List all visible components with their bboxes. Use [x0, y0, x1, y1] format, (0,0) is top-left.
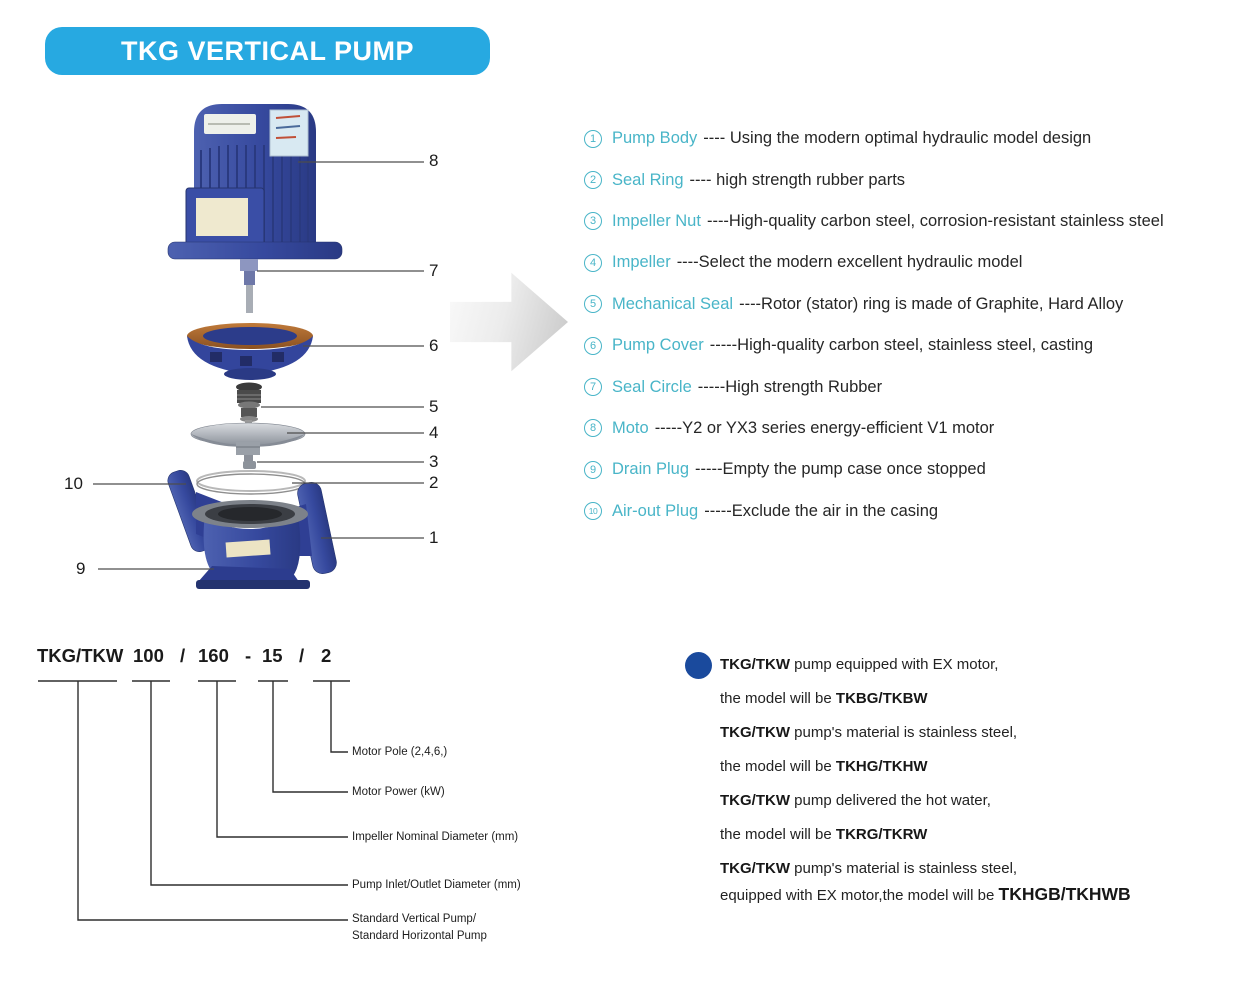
part-name: Impeller: [612, 253, 671, 272]
model-label-impeller-diam: Impeller Nominal Diameter (mm): [352, 831, 519, 843]
list-item: [584, 284, 1164, 325]
model-segment-series: TKG/TKW: [37, 645, 124, 666]
impeller-shape: [191, 420, 305, 461]
note-text: pump delivered the hot water,: [789, 792, 991, 809]
callout-number: 1: [429, 528, 439, 547]
part-name: Air-out Plug: [612, 501, 699, 520]
note-brand: TKG/TKW: [720, 724, 790, 741]
part-name: Seal Ring: [612, 170, 684, 189]
impeller-nut-shape: [243, 461, 256, 469]
note-model-code: TKRG/TKRW: [835, 826, 928, 843]
part-description: ---- Using the modern optimal hydraulic model design: [703, 129, 1092, 148]
note-text: the model will be: [720, 826, 836, 843]
note-line: [720, 656, 998, 673]
callout-number: 2: [429, 473, 439, 492]
note-line: [720, 690, 928, 707]
part-name: Mechanical Seal: [612, 294, 734, 313]
model-label-pump-type-1: Standard Vertical Pump/: [352, 913, 477, 925]
note-text: pump's material is stainless steel,: [789, 724, 1018, 741]
part-description: -----Y2 or YX3 series energy-efficient V1 motor: [654, 418, 995, 437]
part-name: Seal Circle: [612, 377, 692, 396]
callout-number: 5: [429, 397, 439, 416]
model-label-pump-type-2: Standard Horizontal Pump: [352, 930, 487, 942]
note-brand: TKG/TKW: [720, 860, 790, 877]
model-separator: /: [299, 645, 305, 666]
list-item: [584, 449, 1164, 490]
model-label-motor-power: Motor Power (kW): [352, 786, 445, 798]
note-line: [720, 758, 928, 775]
list-item: [584, 159, 1164, 200]
part-description: ----Select the modern excellent hydraulic model: [676, 253, 1023, 272]
model-segment-pole: 2: [321, 645, 332, 666]
parts-legend: [584, 118, 1164, 532]
part-description: ---- high strength rubber parts: [689, 170, 906, 189]
list-item: [584, 201, 1164, 242]
part-description: -----High-quality carbon steel, stainless steel, casting: [709, 336, 1094, 355]
pump-cover-shape: [187, 323, 313, 380]
note-brand: TKG/TKW: [720, 792, 790, 809]
list-item: [584, 366, 1164, 407]
part-description: -----Empty the pump case once stopped: [695, 460, 986, 479]
model-separator: /: [180, 645, 186, 666]
part-description: -----High strength Rubber: [697, 377, 883, 396]
model-segment-power: 15: [262, 645, 283, 666]
note-line: [720, 860, 1017, 877]
note-line: [720, 792, 991, 809]
list-item: [584, 242, 1164, 283]
model-label-motor-pole: Motor Pole (2,4,6,): [352, 746, 448, 758]
note-brand: TKG/TKW: [720, 656, 790, 673]
note-text: equipped with EX motor,the model will be: [720, 887, 999, 904]
callout-number: 9: [76, 559, 86, 578]
part-number-badge: 9: [584, 461, 602, 479]
list-item: [584, 118, 1164, 159]
model-segment-impeller: 160: [198, 645, 229, 666]
note-bullet-icon: [685, 652, 712, 679]
page-title: TKG VERTICAL PUMP: [120, 35, 414, 66]
part-description: ----High-quality carbon steel, corrosion-resistant stainless steel: [706, 211, 1164, 230]
note-model-code: TKHG/TKHW: [835, 758, 928, 775]
list-item: [584, 325, 1164, 366]
part-number-badge: 6: [584, 337, 602, 355]
note-model-code: TKBG/TKBW: [835, 690, 928, 707]
part-name: Pump Body: [612, 129, 698, 148]
list-item: [584, 408, 1164, 449]
shaft-shape: [240, 259, 258, 313]
list-item: [584, 491, 1164, 532]
seal-ring-shape: [197, 471, 305, 494]
note-line: [720, 724, 1017, 741]
pump-body-shape: [165, 468, 338, 589]
note-text: the model will be: [720, 690, 836, 707]
mechanical-seal-shape: [236, 383, 262, 423]
motor-shape: [168, 104, 342, 259]
model-label-inlet-outlet: Pump Inlet/Outlet Diameter (mm): [352, 879, 521, 891]
note-text: pump equipped with EX motor,: [789, 656, 999, 673]
callout-number: 10: [64, 474, 83, 493]
part-number-badge: 10: [584, 502, 602, 520]
model-separator: -: [245, 645, 252, 666]
part-number-badge: 7: [584, 378, 602, 396]
note-model-code: TKHGB/TKHWB: [998, 884, 1131, 904]
model-segment-inlet: 100: [133, 645, 164, 666]
part-name: Pump Cover: [612, 336, 704, 355]
note-text: pump's material is stainless steel,: [789, 860, 1018, 877]
part-number-badge: 2: [584, 171, 602, 189]
part-description: -----Exclude the air in the casing: [704, 501, 939, 520]
callout-number: 8: [429, 151, 439, 170]
part-name: Moto: [612, 418, 649, 437]
part-number-badge: 4: [584, 254, 602, 272]
callout-number: 4: [429, 423, 439, 442]
note-line: [720, 884, 1131, 905]
part-name: Impeller Nut: [612, 211, 701, 230]
callout-number: 7: [429, 261, 439, 280]
note-text: the model will be: [720, 758, 836, 775]
part-number-badge: 3: [584, 212, 602, 230]
part-number-badge: 8: [584, 419, 602, 437]
part-description: ----Rotor (stator) ring is made of Graphite, Hard Alloy: [739, 294, 1124, 313]
callout-number: 6: [429, 336, 439, 355]
part-number-badge: 5: [584, 295, 602, 313]
part-name: Drain Plug: [612, 460, 690, 479]
callout-number: 3: [429, 452, 439, 471]
note-line: [720, 826, 927, 843]
part-number-badge: 1: [584, 130, 602, 148]
model-code-lines: [38, 681, 350, 920]
